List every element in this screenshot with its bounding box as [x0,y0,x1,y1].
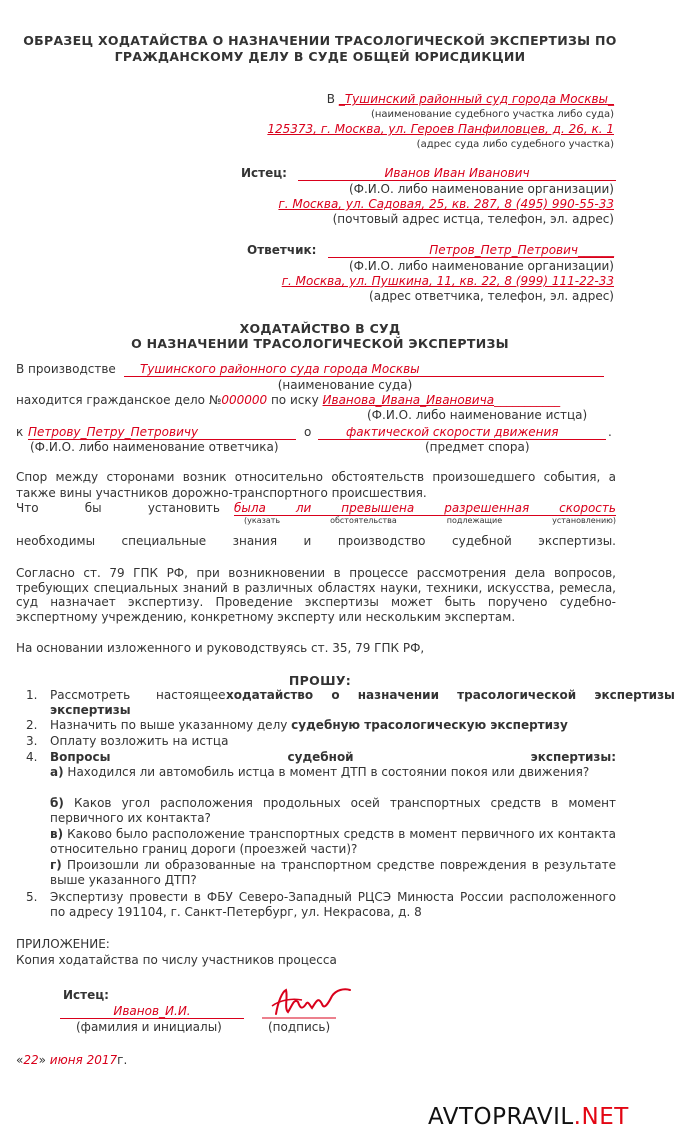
subject-caption: (предмет спора) [425,440,530,454]
item-1-prefix: Рассмотреть настоящее [50,688,226,702]
purpose-caption-3: подлежащие [446,516,503,525]
item-2-prefix: Назначить по выше указанному делу [50,718,288,732]
defendant-caption: (Ф.И.О. либо наименование организации) [348,259,614,273]
intro-court-value: Тушинского районного суда города Москвы [124,362,604,377]
defendant-label: Ответчик: [247,243,317,257]
plaintiff-label: Истец: [241,166,287,180]
signature-name-caption: (фамилия и инициалы) [76,1020,222,1034]
question-a-text: Находился ли автомобиль истца в момент ДТП в состоянии покоя или движения? [67,765,590,779]
purpose-value-3: превышена [341,501,415,515]
question-b-label: б) [50,796,64,810]
purpose-caption-1: (указать [244,516,281,525]
purpose-word-1: Что [16,501,39,515]
date-suffix: г. [117,1053,128,1067]
signature-name-value: Иванов_И.И. [60,1004,244,1019]
question-d-text: Произошли ли образованные на транспортном средстве повреждения в результате выше указанного ДТП? [50,858,616,887]
intro-court-caption: (наименование суда) [277,378,413,392]
document-heading-line-1: ОБРАЗЕЦ ХОДАТАЙСТВА О НАЗНАЧЕНИИ ТРАСОЛОГИЧЕСКОЙ ЭКСПЕРТИЗЫ ПО [23,33,617,48]
signature-caption: (подпись) [268,1020,331,1034]
subject-value: фактической скорости движения [318,425,606,440]
court-line [327,92,614,106]
purpose-value-4: разрешенная [444,501,530,515]
item-4-heading: Вопросы судебной экспертизы: [50,750,616,764]
case-text: находится гражданское дело № [16,393,222,407]
respondent-caption: (Ф.И.О. либо наименование ответчика) [30,440,279,454]
question-b-text: Каков угол расположения продольных осей транспортных средств в момент первичного их контакта? [50,796,616,825]
in-production-text: В производстве [16,362,116,376]
purpose-caption-2: обстоятельства [330,516,397,525]
item-3-number: 3. [26,734,38,748]
item-1-bold: ходатайство о назначении трасологической экспертизы [226,688,675,702]
date-open-quote: « [16,1053,24,1067]
court-address: 125373, г. Москва, ул. Героев Панфиловцев, д. 26, к. 1 [267,122,614,136]
court-prefix: В [326,92,335,106]
item-4-number: 4. [26,750,38,764]
court-value: _Тушинский районный суд города Москвы_ [338,92,614,106]
to-prefix: к [16,425,24,439]
dispute-line-2: также вины участников дорожно-транспортного происшествия. [16,486,427,500]
item-5-text: Экспертизу провести в ФБУ Северо-Западный РЦСЭ Минюста России расположенного по адресу 191104, г. Санкт-Петербург, ул. Некрасова, д. 8 [50,890,616,919]
case-number: 000000 [221,393,268,407]
question-d-label: г) [50,858,62,872]
item-1-number: 1. [26,688,38,702]
document-date [16,1053,127,1067]
date-year: 2017 [86,1053,118,1067]
question-c [50,827,616,857]
item-1-continuation: экспертизы [50,703,131,717]
plaintiff-address: г. Москва, ул. Садовая, 25, кв. 287, 8 (495) 990-55-33 [278,197,614,211]
question-d [50,858,616,888]
claim-text: по иску [270,393,319,407]
site-watermark [428,1104,629,1130]
date-day: 22 [23,1053,39,1067]
purpose-value-2: ли [295,501,312,515]
request-item-2 [50,718,616,733]
watermark-part-1: AVTOPRAVIL [428,1104,574,1130]
plaintiff-value: Иванов Иван Иванович [298,166,616,181]
case-line: находится гражданское дело №000000 по иску Иванова_Ивана_Ивановича___________ [16,393,561,407]
attachment-heading: ПРИЛОЖЕНИЕ: [16,937,110,951]
purpose-caption-4: установлению) [552,516,616,525]
court-address-caption: (адрес суда либо судебного участка) [416,139,614,150]
court-caption: (наименование судебного участка либо суда) [370,109,614,120]
item-2-number: 2. [26,718,38,732]
respondent-value: Петрову_Петру_Петровичу [28,425,296,440]
purpose-word-3: установить [147,501,220,515]
claimant-value: Иванова_Ивана_Ивановича [322,393,495,407]
request-item-1 [50,688,675,703]
item-2-bold: судебную трасологическую экспертизу [291,718,568,732]
claimant-caption: (Ф.И.О. либо наименование истца) [367,408,588,422]
law-paragraph: Согласно ст. 79 ГПК РФ, при возникновении в процессе рассмотрения дела вопросов, требующих специальных знаний в различных областях науки, техники, искусства, ремесла, суд назначает экспертизу. Проведение экспертизы может быть поручено судебно-экспертному учреждению, конкретному эксперту или нескольким экспертам. [16,566,616,624]
dispute-line-1: Спор между сторонами возник относительно обстоятельств произошедшего события, а [16,470,616,484]
question-c-label: в) [50,827,64,841]
question-c-text: Каково было расположение транспортных средств в момент первичного их контакта относительно границ дороги (проезжей части)? [50,827,616,856]
about-text: о [304,425,312,439]
attachment-text: Копия ходатайства по числу участников процесса [16,953,337,967]
purpose-value-1: была [234,501,266,515]
item-5-number: 5. [26,890,38,904]
item-3-text: Оплату возложить на истца [50,734,229,748]
document-heading-line-2: ГРАЖДАНСКОМУ ДЕЛУ В СУДЕ ОБЩЕЙ ЮРИСДИКЦИИ [114,49,526,64]
handwritten-signature [262,984,354,1020]
plaintiff-caption: (Ф.И.О. либо наименование организации) [348,182,614,196]
question-a [50,765,616,780]
purpose-line [16,501,616,516]
date-close-quote: » [38,1053,46,1067]
question-b [50,796,616,826]
purpose-value-5: скорость [559,501,616,515]
defendant-address: г. Москва, ул. Пушкина, 11, кв. 22, 8 (999) 111-22-33 [281,274,614,288]
plaintiff-address-caption: (почтовый адрес истца, телефон, эл. адрес) [332,212,614,226]
petition-title-line-2: О НАЗНАЧЕНИИ ТРАСОЛОГИЧЕСКОЙ ЭКСПЕРТИЗЫ [131,336,509,351]
purpose-caption [244,516,616,525]
petition-title-line-1: ХОДАТАЙСТВО В СУД [239,321,401,336]
needed-text: необходимы специальные знания и производство судебной экспертизы. [16,534,616,548]
subject-period: . [608,425,612,439]
basis-text: На основании изложенного и руководствуясь ст. 35, 79 ГПК РФ, [16,641,425,655]
request-heading: ПРОШУ: [288,673,352,688]
question-a-label: а) [50,765,64,779]
purpose-word-2: бы [84,501,102,515]
defendant-address-caption: (адрес ответчика, телефон, эл. адрес) [369,289,614,303]
date-month: июня [49,1053,83,1067]
watermark-part-2: .NET [573,1104,629,1130]
signature-label: Истец: [63,988,109,1002]
defendant-value: Петров_Петр_Петрович______ [328,243,614,258]
